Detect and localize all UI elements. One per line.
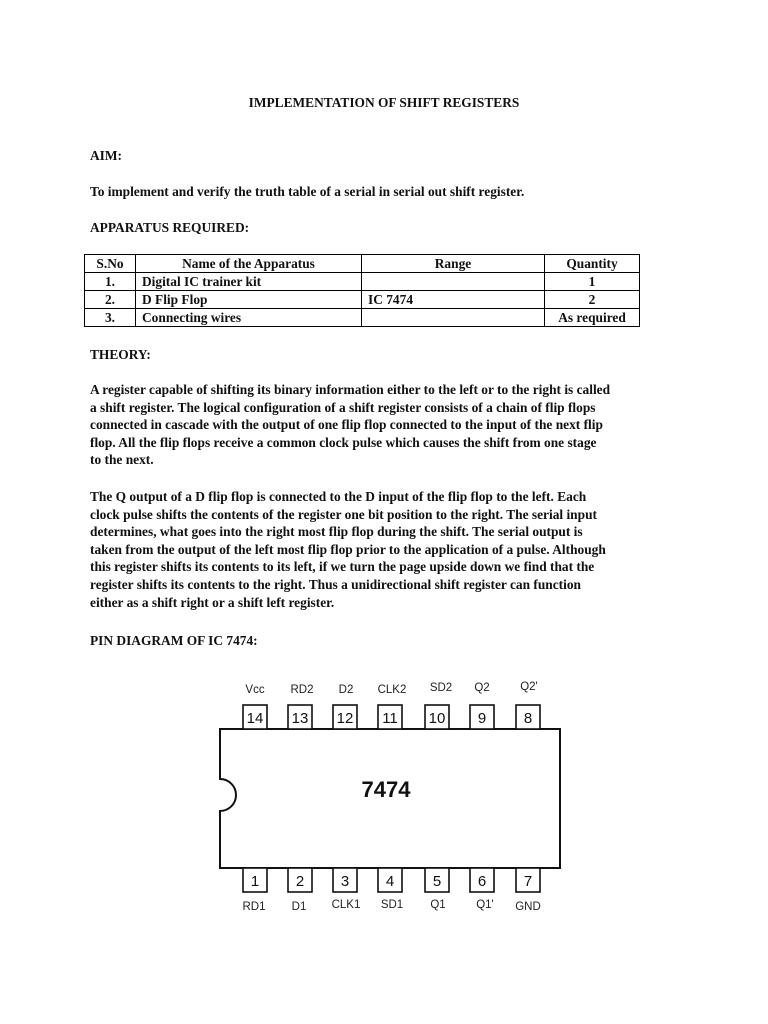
text-line: to the next. (90, 452, 154, 468)
top-pins (243, 681, 540, 729)
pin-diagram-heading: PIN DIAGRAM OF IC 7474: (90, 633, 258, 648)
cell-name: D Flip Flop (136, 291, 362, 309)
pin-label: Q2' (520, 681, 538, 693)
pin-number: 11 (382, 710, 398, 727)
pin-label: Q1 (430, 899, 446, 911)
pin-label: D2 (338, 684, 354, 696)
cell-range: IC 7474 (362, 291, 545, 309)
pin-13 (288, 684, 314, 729)
header-quantity: Quantity (545, 255, 640, 273)
cell-sno: 1. (85, 273, 136, 291)
text-line: The Q output of a D flip flop is connected to the D input of the flip flop to the left. Each (90, 489, 587, 504)
pin-number: 1 (250, 873, 260, 890)
chip-label: 7474 (361, 777, 411, 802)
pin-6 (470, 868, 494, 911)
text-line: clock pulse shifts the contents of the register one bit position to the right. The serial input (90, 506, 597, 522)
pin-label: Vcc (245, 684, 265, 696)
pin-14 (243, 684, 267, 729)
pin-number: 12 (336, 710, 354, 727)
pin-label: RD2 (290, 684, 314, 696)
cell-sno: 2. (85, 291, 136, 309)
pin-5 (425, 868, 449, 911)
pin-2 (288, 868, 312, 913)
pin-number: 9 (477, 710, 487, 727)
header-name: Name of the Apparatus (136, 255, 362, 273)
cell-quantity: As required (545, 309, 640, 327)
text-line: either as a shift right or a shift left register. (90, 594, 335, 610)
pin-3 (332, 868, 361, 911)
cell-sno: 3. (85, 309, 136, 327)
pin-number: 2 (295, 873, 305, 890)
pin-label: Q2 (474, 682, 490, 694)
text-line: connected in cascade with the output of one flip flop connected to the input of the next flip (90, 417, 603, 433)
cell-quantity: 1 (545, 273, 640, 291)
pin-label: SD1 (380, 899, 404, 911)
aim-text: To implement and verify the truth table of a serial in serial out shift register. (90, 184, 525, 199)
pin-number: 5 (432, 873, 442, 890)
pin-label: RD1 (242, 901, 266, 913)
text-line: this register shifts its contents to its left, if we turn the page upside down we find that the (90, 559, 595, 575)
pin-number: 14 (246, 710, 264, 727)
text-line: taken from the output of the left most flip flop prior to the application of a pulse. Although (90, 541, 606, 557)
text-line: determines, what goes into the right most flip flop during the shift. The serial output is (90, 524, 583, 540)
pin-12 (333, 684, 357, 729)
pin-9 (470, 682, 494, 729)
pin-number: 8 (523, 710, 533, 727)
pin-label: GND (515, 901, 541, 913)
text-line: flop. All the flip flops receive a common clock pulse which causes the shift from one stage (90, 434, 597, 450)
text-line: register shifts its contents to the right. Thus a unidirectional shift register can function (90, 576, 581, 592)
aim-heading: AIM: (90, 148, 122, 163)
pin-number: 10 (428, 710, 446, 727)
pin-number: 3 (340, 873, 350, 890)
pin-number: 13 (291, 710, 309, 727)
pin-number: 7 (523, 873, 533, 890)
pin-label: D1 (291, 901, 307, 913)
header-sno: S.No (85, 255, 136, 273)
pin-label: Q1' (476, 899, 494, 911)
pin-number: 6 (477, 873, 487, 890)
page-title: IMPLEMENTATION OF SHIFT REGISTERS (248, 95, 520, 110)
cell-quantity: 2 (545, 291, 640, 309)
cell-name: Connecting wires (136, 309, 362, 327)
apparatus-heading: APPARATUS REQUIRED: (90, 220, 250, 235)
pin-10 (425, 682, 452, 729)
text-line: a shift register. The logical configuration of a shift register consists of a chain of flip flops (90, 399, 596, 415)
pin-7 (515, 868, 541, 913)
pin-label: SD2 (429, 682, 453, 694)
bottom-pins (242, 868, 540, 913)
pin-8 (516, 681, 540, 729)
pin-4 (378, 868, 403, 911)
text-line: A register capable of shifting its binary information either to the left or to the right is called (90, 382, 611, 397)
cell-name: Digital IC trainer kit (136, 273, 362, 291)
pin-number: 4 (385, 873, 395, 890)
pin-label: CLK1 (331, 899, 361, 911)
pin-11 (378, 684, 407, 729)
pin-label: CLK2 (377, 684, 407, 696)
pin-1 (242, 868, 267, 913)
header-range: Range (362, 255, 545, 273)
theory-heading: THEORY: (90, 347, 151, 362)
